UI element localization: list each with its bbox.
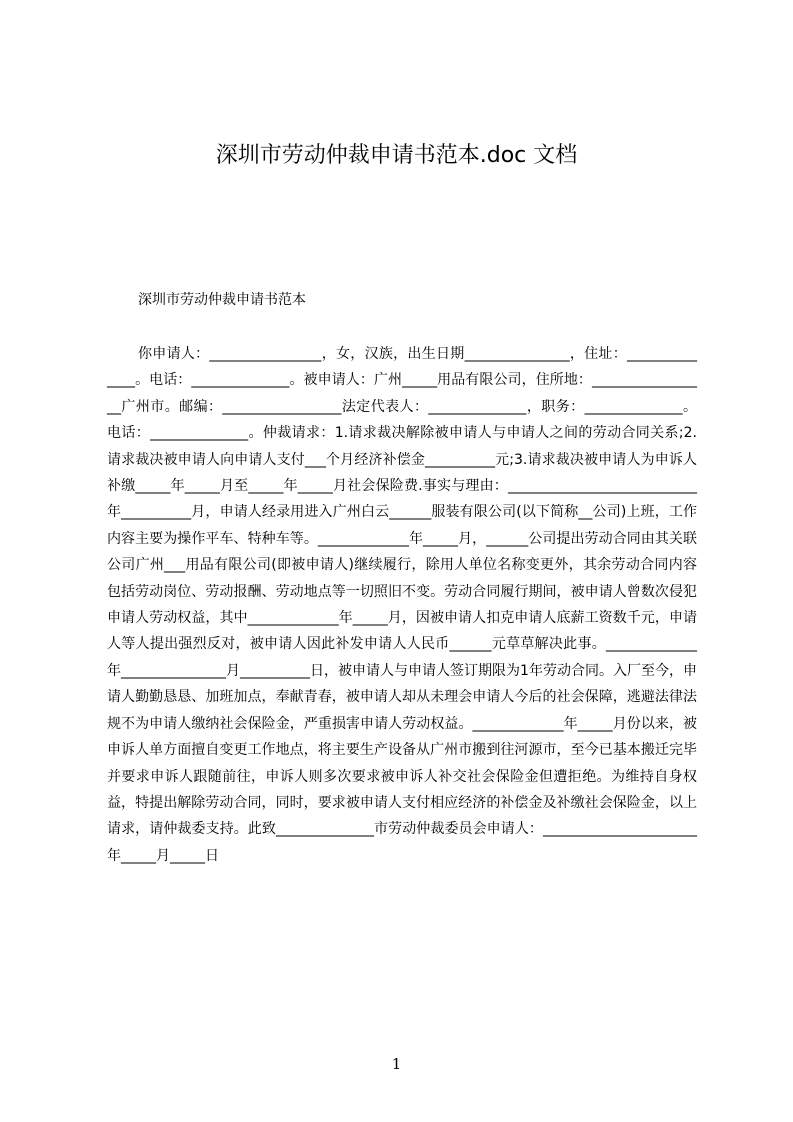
page-number: 1 (391, 1055, 402, 1073)
body-paragraph: 你申请人：________________，女，汉族，出生日期_______________，住址：______________。电话：______________。被申请人：广州_____用品有限公司，住所地：_________________广州市。邮编：_________________法定代表人：______________，职务：______________。电话：______________。仲裁请求：1.请求裁决解除被申请人与申请人之间的劳动合同关系;2.请求裁决被申请人向申请人支付___个月经济补偿金__________元;3.请求裁决被申请人为申诉人补缴_____年_____月至_____年_____月社会保险费.事实与理由：___________________________年__________月，申请人经录用进入广州白云______服装有限公司(以下简称__公司)上班，工作内容主要为操作平车、特种车等。_____________年_____月，______公司提出劳动合同由其关联公司广州___用品有限公司(即被申请人)继续履行，除用人单位名称变更外，其余劳动合同内容包括劳动岗位、劳动报酬、劳动地点等一切照旧不变。劳动合同履行期间，被申请人曾数次侵犯申请人劳动权益，其中_____________年_____月，因被申请人扣克申请人底薪工资数千元，申请人等人提出强烈反对，被申请人因此补发申请人人民币______元草草解决此事。_____________年_______________月__________日，被申请人与申请人签订期限为1年劳动合同。入厂至今，申请人勤勤恳恳、加班加点，奉献青春，被申请人却从未理会申请人今后的社会保障，逃避法律法规不为申请人缴纳社会保险金，严重损害申请人劳动权益。_____________年_____月份以来，被申诉人单方面擅自变更工作地点，将主要生产设备从广州市搬到往河源市，至今已基本搬迁完毕并要求申诉人跟随前往，申诉人则多次要求被申诉人补交社会保险金但遭拒绝。为维持自身权益，特提出解除劳动合同，同时，要求被申请人支付相应经济的补偿金及补缴社会保险金，以上请求，请仲裁委支持。此致______________市劳动仲裁委员会申请人：______________________年_____月_____日 (107, 346, 697, 864)
document-title: 深圳市劳动仲裁申请书范本.doc 文档 (215, 143, 578, 168)
section-heading: 深圳市劳动仲裁申请书范本 (138, 292, 306, 308)
